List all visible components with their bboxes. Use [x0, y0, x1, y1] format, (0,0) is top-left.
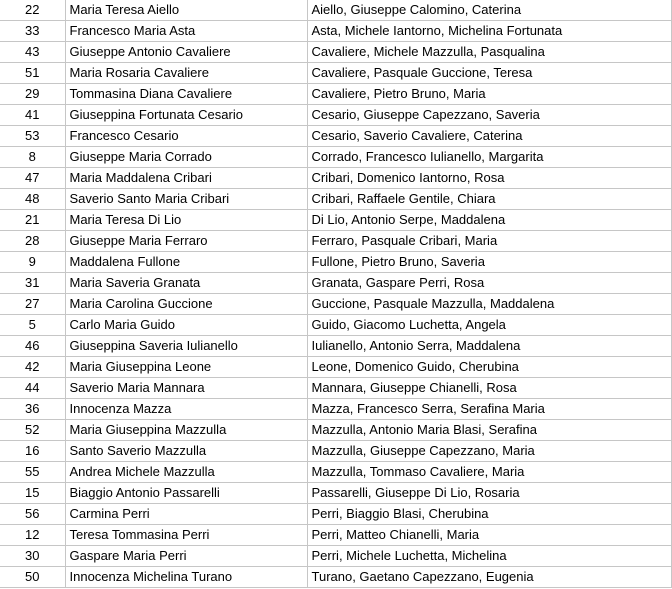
cell-name[interactable]: Maria Teresa Aiello	[65, 0, 307, 21]
table-row	[0, 567, 671, 588]
cell-number[interactable]: 8	[0, 147, 65, 168]
cell-name[interactable]: Maria Carolina Guccione	[65, 294, 307, 315]
table-row	[0, 252, 671, 273]
table-row	[0, 42, 671, 63]
table-row	[0, 462, 671, 483]
cell-number[interactable]: 51	[0, 63, 65, 84]
cell-number[interactable]: 41	[0, 105, 65, 126]
table-row	[0, 21, 671, 42]
table-row	[0, 378, 671, 399]
table-row	[0, 126, 671, 147]
cell-name[interactable]: Carmina Perri	[65, 504, 307, 525]
table-row	[0, 294, 671, 315]
cell-name[interactable]: Giuseppe Antonio Cavaliere	[65, 42, 307, 63]
cell-number[interactable]: 53	[0, 126, 65, 147]
cell-number[interactable]: 52	[0, 420, 65, 441]
cell-parents[interactable]: Cesario, Saverio Cavaliere, Caterina	[307, 126, 671, 147]
cell-parents[interactable]: Passarelli, Giuseppe Di Lio, Rosaria	[307, 483, 671, 504]
cell-number[interactable]: 30	[0, 546, 65, 567]
cell-name[interactable]: Innocenza Michelina Turano	[65, 567, 307, 588]
cell-parents[interactable]: Mazza, Francesco Serra, Serafina Maria	[307, 399, 671, 420]
cell-parents[interactable]: Iulianello, Antonio Serra, Maddalena	[307, 336, 671, 357]
cell-parents[interactable]: Perri, Biaggio Blasi, Cherubina	[307, 504, 671, 525]
cell-number[interactable]: 55	[0, 462, 65, 483]
cell-parents[interactable]: Cesario, Giuseppe Capezzano, Saveria	[307, 105, 671, 126]
cell-name[interactable]: Andrea Michele Mazzulla	[65, 462, 307, 483]
cell-parents[interactable]: Cavaliere, Pasquale Guccione, Teresa	[307, 63, 671, 84]
table-row	[0, 420, 671, 441]
cell-parents[interactable]: Mazzulla, Antonio Maria Blasi, Serafina	[307, 420, 671, 441]
cell-name[interactable]: Francesco Maria Asta	[65, 21, 307, 42]
cell-parents[interactable]: Di Lio, Antonio Serpe, Maddalena	[307, 210, 671, 231]
cell-name[interactable]: Giuseppina Saveria Iulianello	[65, 336, 307, 357]
cell-name[interactable]: Maria Giuseppina Mazzulla	[65, 420, 307, 441]
cell-name[interactable]: Santo Saverio Mazzulla	[65, 441, 307, 462]
cell-number[interactable]: 42	[0, 357, 65, 378]
cell-parents[interactable]: Cavaliere, Pietro Bruno, Maria	[307, 84, 671, 105]
cell-name[interactable]: Maria Rosaria Cavaliere	[65, 63, 307, 84]
cell-name[interactable]: Innocenza Mazza	[65, 399, 307, 420]
cell-parents[interactable]: Aiello, Giuseppe Calomino, Caterina	[307, 0, 671, 21]
table-row	[0, 273, 671, 294]
table-row	[0, 336, 671, 357]
table-row	[0, 441, 671, 462]
cell-parents[interactable]: Perri, Matteo Chianelli, Maria	[307, 525, 671, 546]
cell-parents[interactable]: Fullone, Pietro Bruno, Saveria	[307, 252, 671, 273]
cell-name[interactable]: Giuseppina Fortunata Cesario	[65, 105, 307, 126]
cell-name[interactable]: Saverio Maria Mannara	[65, 378, 307, 399]
cell-number[interactable]: 5	[0, 315, 65, 336]
cell-number[interactable]: 50	[0, 567, 65, 588]
cell-number[interactable]: 16	[0, 441, 65, 462]
cell-parents[interactable]: Cribari, Domenico Iantorno, Rosa	[307, 168, 671, 189]
cell-number[interactable]: 44	[0, 378, 65, 399]
cell-name[interactable]: Teresa Tommasina Perri	[65, 525, 307, 546]
cell-number[interactable]: 15	[0, 483, 65, 504]
cell-name[interactable]: Gaspare Maria Perri	[65, 546, 307, 567]
cell-name[interactable]: Maria Teresa Di Lio	[65, 210, 307, 231]
cell-parents[interactable]: Granata, Gaspare Perri, Rosa	[307, 273, 671, 294]
cell-number[interactable]: 31	[0, 273, 65, 294]
cell-name[interactable]: Maria Giuseppina Leone	[65, 357, 307, 378]
cell-number[interactable]: 29	[0, 84, 65, 105]
table-row	[0, 357, 671, 378]
cell-number[interactable]: 33	[0, 21, 65, 42]
table-row	[0, 315, 671, 336]
cell-name[interactable]: Giuseppe Maria Ferraro	[65, 231, 307, 252]
cell-name[interactable]: Biaggio Antonio Passarelli	[65, 483, 307, 504]
cell-number[interactable]: 22	[0, 0, 65, 21]
table-row	[0, 147, 671, 168]
table-row	[0, 63, 671, 84]
table-row	[0, 546, 671, 567]
cell-name[interactable]: Maddalena Fullone	[65, 252, 307, 273]
table-row	[0, 105, 671, 126]
cell-parents[interactable]: Mazzulla, Tommaso Cavaliere, Maria	[307, 462, 671, 483]
table-row	[0, 399, 671, 420]
cell-number[interactable]: 12	[0, 525, 65, 546]
cell-number[interactable]: 36	[0, 399, 65, 420]
cell-number[interactable]: 47	[0, 168, 65, 189]
cell-parents[interactable]: Asta, Michele Iantorno, Michelina Fortunata	[307, 21, 671, 42]
cell-number[interactable]: 27	[0, 294, 65, 315]
cell-name[interactable]: Saverio Santo Maria Cribari	[65, 189, 307, 210]
table-row	[0, 231, 671, 252]
cell-parents[interactable]: Cavaliere, Michele Mazzulla, Pasqualina	[307, 42, 671, 63]
cell-name[interactable]: Tommasina Diana Cavaliere	[65, 84, 307, 105]
cell-parents[interactable]: Mazzulla, Giuseppe Capezzano, Maria	[307, 441, 671, 462]
cell-name[interactable]: Francesco Cesario	[65, 126, 307, 147]
cell-name[interactable]: Maria Saveria Granata	[65, 273, 307, 294]
cell-name[interactable]: Giuseppe Maria Corrado	[65, 147, 307, 168]
cell-number[interactable]: 21	[0, 210, 65, 231]
table-row	[0, 189, 671, 210]
cell-parents[interactable]: Corrado, Francesco Iulianello, Margarita	[307, 147, 671, 168]
cell-number[interactable]: 28	[0, 231, 65, 252]
cell-number[interactable]: 9	[0, 252, 65, 273]
cell-number[interactable]: 48	[0, 189, 65, 210]
cell-parents[interactable]: Cribari, Raffaele Gentile, Chiara	[307, 189, 671, 210]
table-row	[0, 525, 671, 546]
cell-parents[interactable]: Leone, Domenico Guido, Cherubina	[307, 357, 671, 378]
cell-parents[interactable]: Ferraro, Pasquale Cribari, Maria	[307, 231, 671, 252]
cell-number[interactable]: 46	[0, 336, 65, 357]
cell-parents[interactable]: Turano, Gaetano Capezzano, Eugenia	[307, 567, 671, 588]
cell-parents[interactable]: Mannara, Giuseppe Chianelli, Rosa	[307, 378, 671, 399]
cell-number[interactable]: 56	[0, 504, 65, 525]
table-row	[0, 210, 671, 231]
cell-name[interactable]: Maria Maddalena Cribari	[65, 168, 307, 189]
cell-parents[interactable]: Guido, Giacomo Luchetta, Angela	[307, 315, 671, 336]
cell-parents[interactable]: Guccione, Pasquale Mazzulla, Maddalena	[307, 294, 671, 315]
table-row	[0, 84, 671, 105]
table-row	[0, 0, 671, 21]
table-row	[0, 483, 671, 504]
cell-parents[interactable]: Perri, Michele Luchetta, Michelina	[307, 546, 671, 567]
table-row	[0, 168, 671, 189]
cell-name[interactable]: Carlo Maria Guido	[65, 315, 307, 336]
table-row	[0, 504, 671, 525]
cell-number[interactable]: 43	[0, 42, 65, 63]
